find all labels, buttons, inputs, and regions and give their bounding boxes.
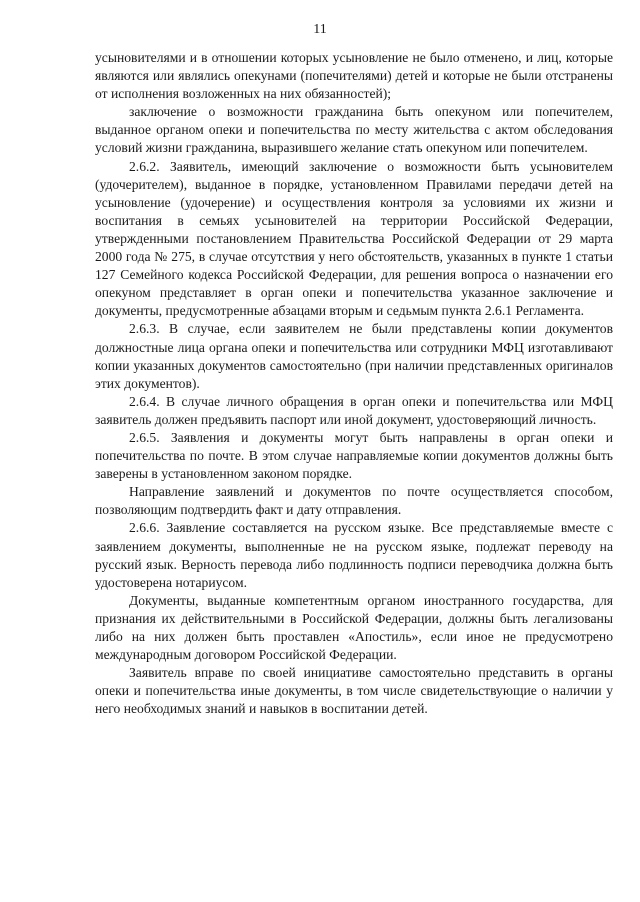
page-number: 11 [313, 22, 327, 37]
paragraph-1: усыновителями и в отношении которых усыновление не было отменено, и лиц, которые являются или являлись опекунами (попечителями) детей и которые не были отстранены от исполнения возложенных на них обязанностей); [95, 50, 613, 102]
paragraph-2: заключение о возможности гражданина быть опекуном или попечителем, выданное органом опеки и попечительства по месту жительства с актом обследования условий жизни гражданина, выразившего желание стать опекуном или попечителем. [95, 104, 613, 156]
paragraph-foreign-documents: Документы, выданные компетентным органом иностранного государства, для признания их действительными в Российской Федерации, должны быть легализованы либо на них должен быть проставлен «Апостиль», если иное не предусмотрено международным договором Российской Федерации. [95, 592, 613, 663]
paragraph-2-6-3: 2.6.3. В случае, если заявителем не были представлены копии документов должностные лица органа опеки и попечительства или сотрудники МФЦ изготавливают копии указанных документов самостоятельно (при наличии представленных оригиналов этих документов). [95, 321, 613, 391]
paragraph-2-6-2: 2.6.2. Заявитель, имеющий заключение о возможности быть усыновителем (удочерителем), выданное в порядке, установленном Правилами передачи детей на усыновление (удочерение) и осуществления контроля за условиями их жизни и воспитания в семьях усыновителей на территории Российской Федерации, утвержденными постановлением Правительства Российской Федерации от 29 марта 2000 года № 275, в случае отсутствия у него обстоятельств, указанных в пункте 1 статьи 127 Семейного кодекса Российской Федерации, для решения вопроса о назначении его опекуном представляет в орган опеки и попечительства указанное заключение и документы, предусмотренные абзацами вторым и седьмым пункта 2.6.1 Регламента. [95, 158, 613, 319]
paragraph-2-6-6: 2.6.6. Заявление составляется на русском языке. Все представляемые вместе с заявлением документы, выполненные не на русском языке, подлежат переводу на русский язык. Верность перевода либо подлинность подписи переводчика должна быть удостоверена нотариусом. [95, 520, 613, 590]
paragraph-2-6-4: 2.6.4. В случае личного обращения в орган опеки и попечительства или МФЦ заявитель должен предъявить паспорт или иной документ, удостоверяющий личность. [95, 393, 613, 427]
document-body [95, 49, 613, 718]
paragraph-additional-documents: Заявитель вправе по своей инициативе самостоятельно представить в органы опеки и попечительства иные документы, в том числе свидетельствующие о наличии у него необходимых знаний и навыков в воспитании детей. [95, 665, 613, 717]
paragraph-mail-sending: Направление заявлений и документов по почте осуществляется способом, позволяющим подтвердить факт и дату отправления. [95, 484, 613, 518]
paragraph-2-6-5: 2.6.5. Заявления и документы могут быть направлены в орган опеки и попечительства по почте. В этом случае направляемые копии документов должны быть заверены в установленном законом порядке. [95, 429, 613, 482]
